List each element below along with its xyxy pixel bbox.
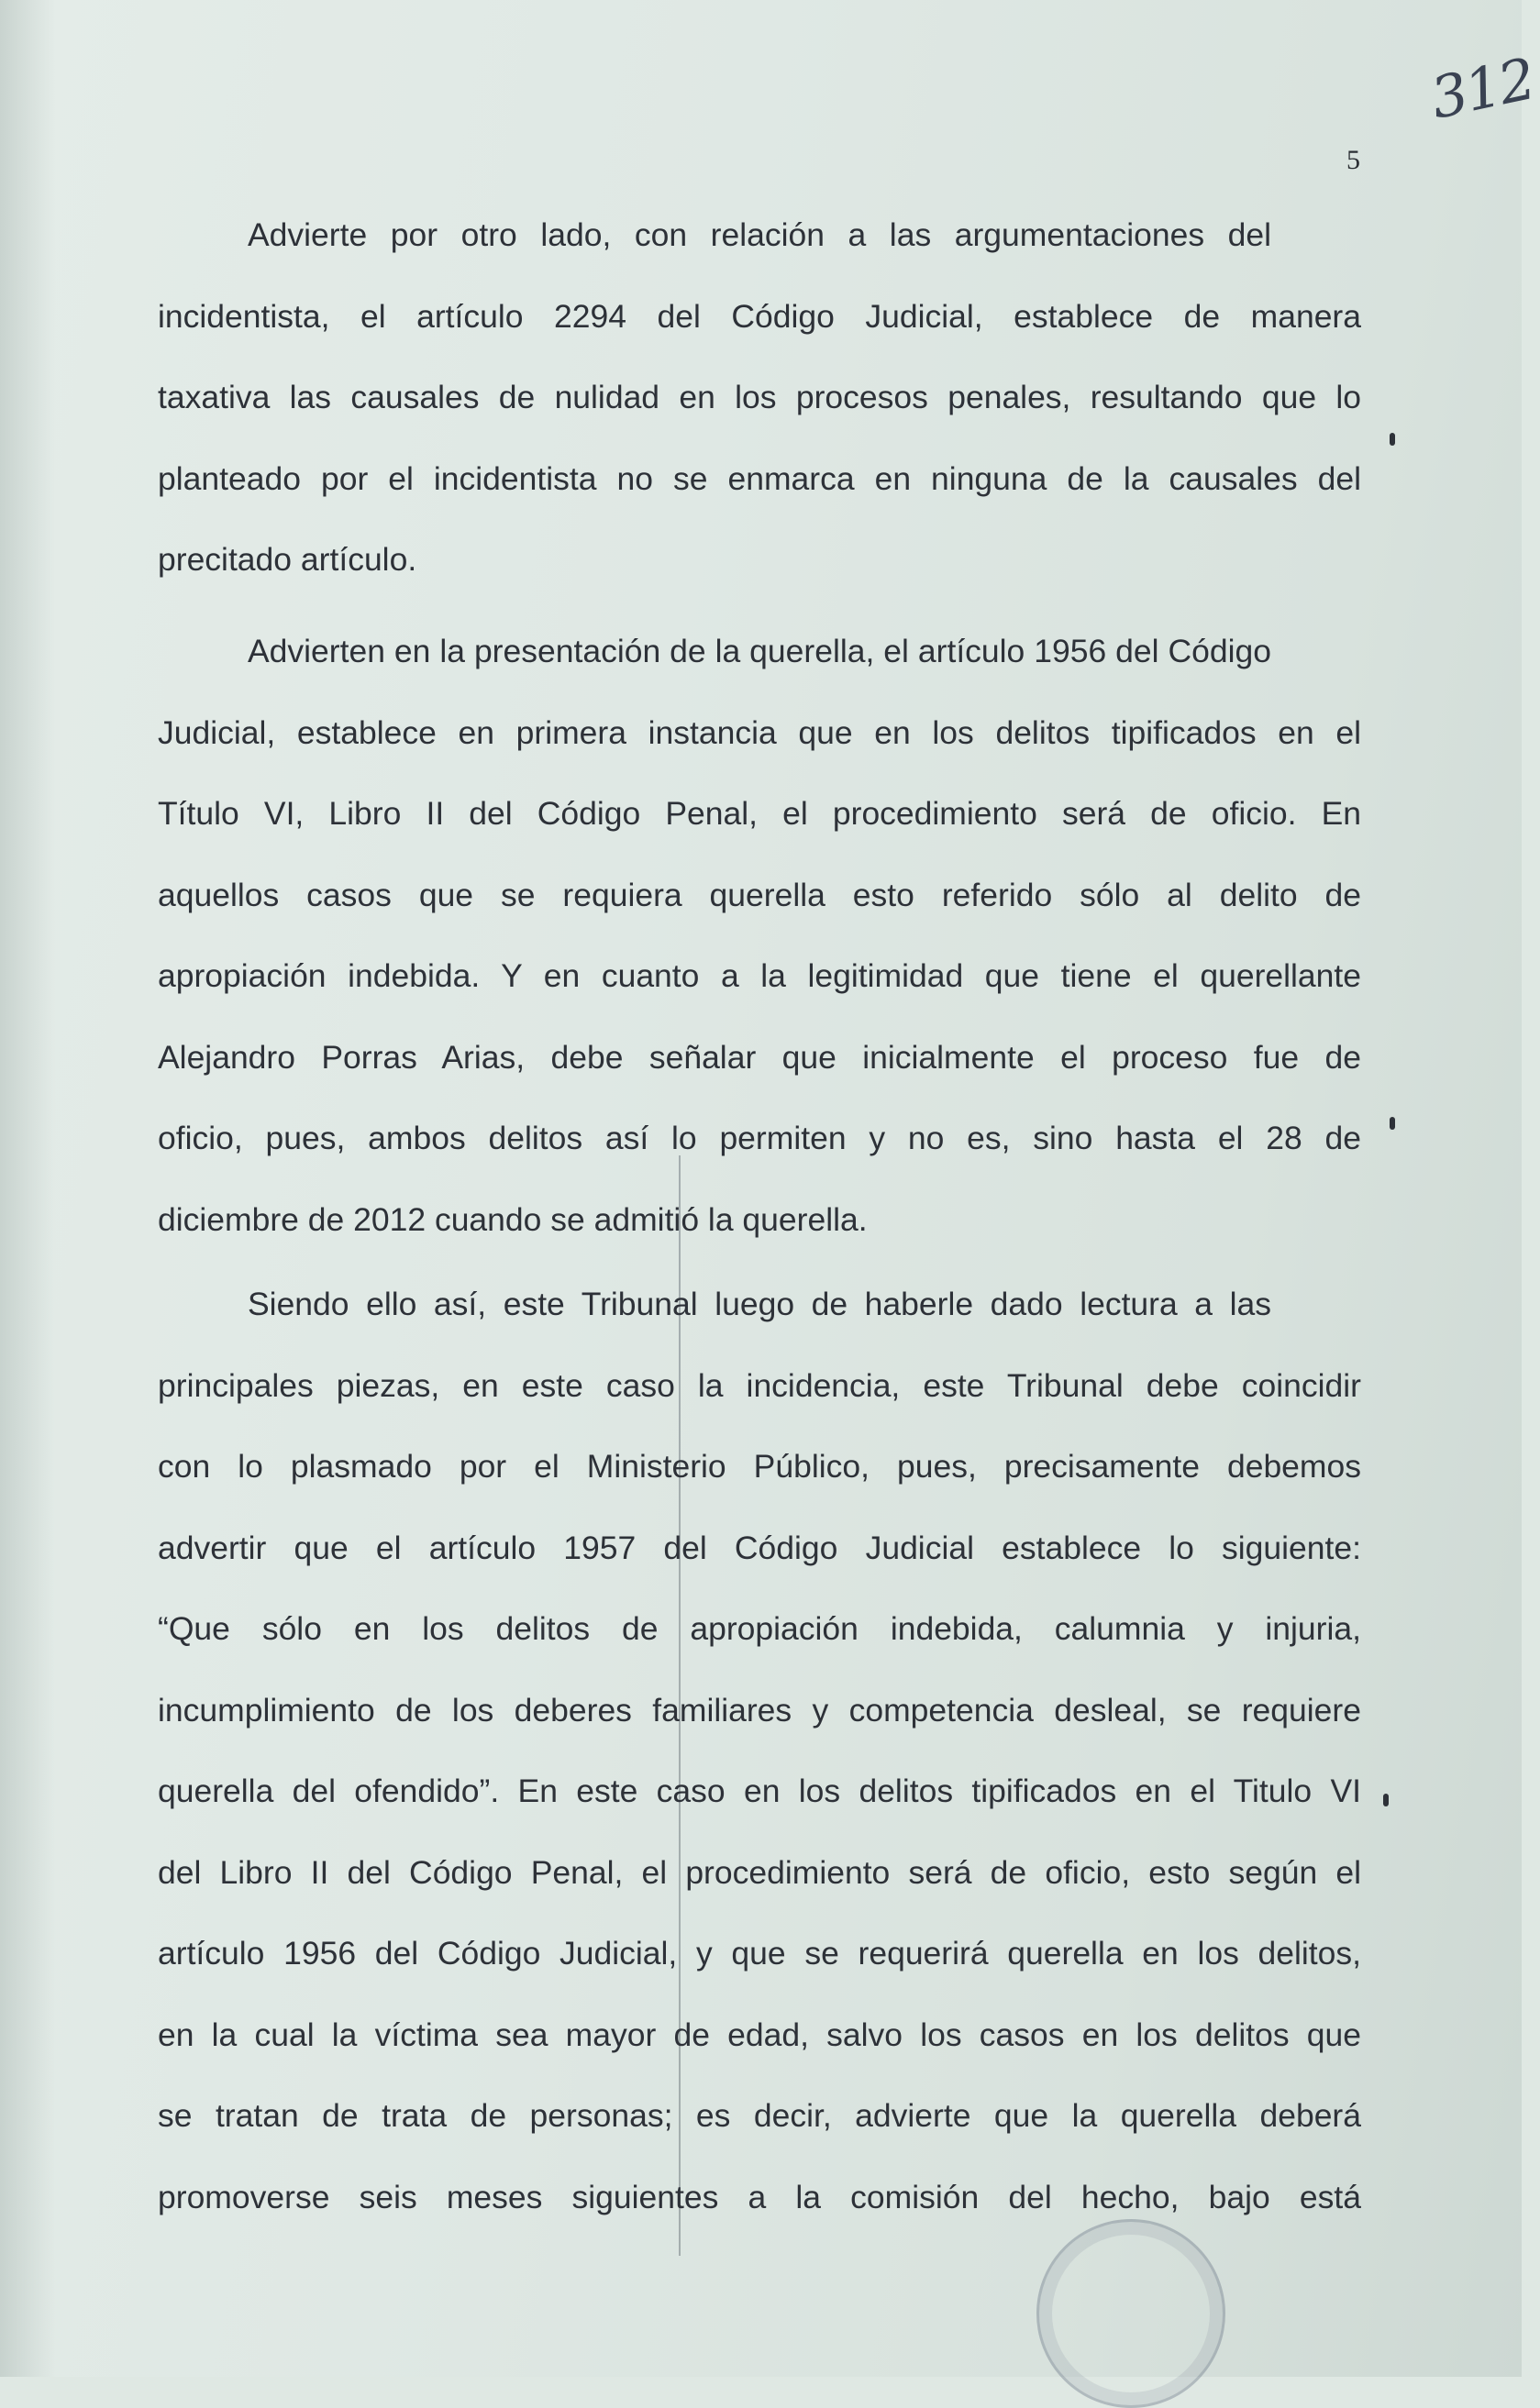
- paragraph-line: Alejandro Porras Arias, debe señalar que inicialmente el proceso fue de: [158, 1038, 1361, 1076]
- paragraph-line: incumplimiento de los deberes familiares y competencia desleal, se requiere: [158, 1691, 1361, 1729]
- paragraph-line: Siendo ello así, este Tribunal luego de haberle dado lectura a las: [248, 1286, 1271, 1322]
- paragraph-line: planteado por el incidentista no se enmarca en ninguna de la causales del: [158, 459, 1361, 497]
- paragraph-line: taxativa las causales de nulidad en los procesos penales, resultando que lo: [158, 379, 1361, 415]
- paragraph-line: del Libro II del Código Penal, el procedimiento será de oficio, esto según el: [158, 1853, 1361, 1891]
- paragraph-line: aquellos casos que se requiera querella esto referido sólo al delito de: [158, 876, 1361, 913]
- paragraph-line: artículo 1956 del Código Judicial, y que se requerirá querella en los delitos,: [158, 1935, 1361, 1972]
- handwritten-folio-number: 312: [1424, 45, 1540, 132]
- paragraph-1: [158, 194, 1361, 601]
- paragraph-line: diciembre de 2012 cuando se admitió la querella.: [158, 1200, 868, 1238]
- court-seal-stamp: [1036, 2219, 1225, 2408]
- margin-mark: [1390, 433, 1395, 446]
- paragraph-line: “Que sólo en los delitos de apropiación indebida, calumnia y injuria,: [158, 1610, 1361, 1647]
- paragraph-2: [158, 611, 1361, 1260]
- paragraph-line: en la cual la víctima sea mayor de edad, salvo los casos en los delitos que: [158, 2016, 1361, 2053]
- paragraph-line: promoverse seis meses siguientes a la comisión del hecho, bajo está: [158, 2178, 1361, 2215]
- paragraph-line: Advierten en la presentación de la querella, el artículo 1956 del Código: [248, 633, 1271, 669]
- paragraph-line: incidentista, el artículo 2294 del Código Judicial, establece de manera: [158, 297, 1361, 335]
- paragraph-line: precitado artículo.: [158, 541, 417, 578]
- margin-mark: [1383, 1794, 1389, 1806]
- page-edge-shadow: [0, 0, 55, 2377]
- paragraph-line: principales piezas, en este caso la incidencia, este Tribunal debe coincidir: [158, 1366, 1361, 1404]
- paragraph-line: Título VI, Libro II del Código Penal, el procedimiento será de oficio. En: [158, 795, 1361, 832]
- paragraph-line: querella del ofendido”. En este caso en los delitos tipificados en el Titulo VI: [158, 1773, 1361, 1809]
- paragraph-3: [158, 1264, 1361, 2237]
- page-number: 5: [1346, 145, 1360, 175]
- paragraph-line: advertir que el artículo 1957 del Código Judicial establece lo siguiente:: [158, 1529, 1361, 1566]
- paragraph-line: oficio, pues, ambos delitos así lo permiten y no es, sino hasta el 28 de: [158, 1120, 1361, 1156]
- paragraph-line: apropiación indebida. Y en cuanto a la legitimidad que tiene el querellante: [158, 957, 1361, 994]
- margin-mark: [1390, 1117, 1395, 1130]
- paragraph-line: Judicial, establece en primera instancia que en los delitos tipificados en el: [158, 713, 1361, 751]
- paragraph-line: Advierte por otro lado, con relación a las argumentaciones del: [248, 216, 1271, 253]
- paragraph-line: se tratan de trata de personas; es decir, advierte que la querella deberá: [158, 2097, 1361, 2134]
- paragraph-line: con lo plasmado por el Ministerio Público, pues, precisamente debemos: [158, 1448, 1361, 1485]
